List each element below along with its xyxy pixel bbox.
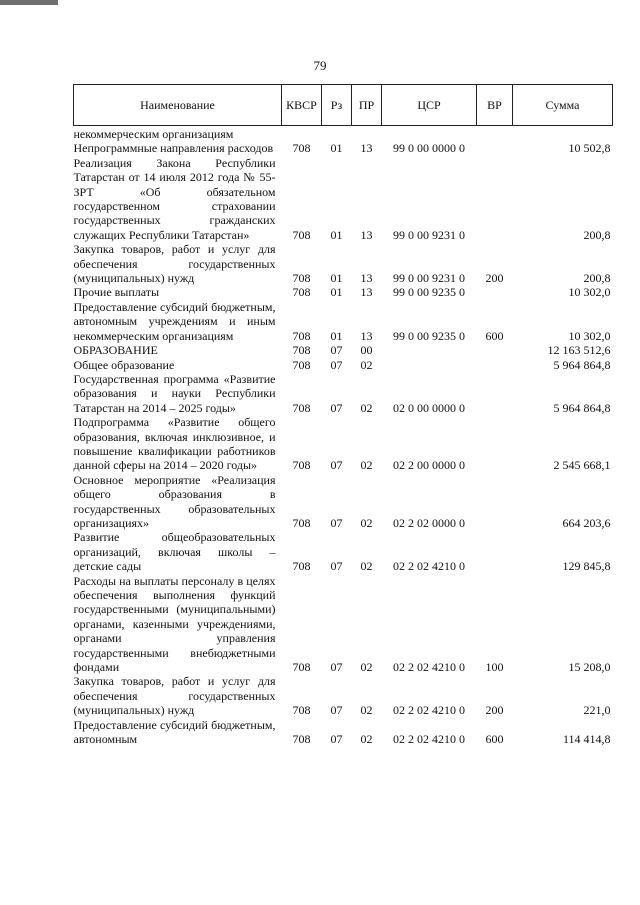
table-row bbox=[74, 156, 613, 242]
cell-kvsr: 708 bbox=[292, 458, 311, 473]
header-pr: ПР bbox=[352, 85, 382, 126]
cell-kvsr: 708 bbox=[292, 660, 311, 675]
table-row bbox=[74, 300, 613, 343]
cell-vr: 200 bbox=[485, 703, 504, 718]
cell-sum: 2 545 668,1 bbox=[553, 458, 611, 473]
cell-csr: 02 2 00 0000 0 bbox=[393, 458, 465, 473]
cell-rz: 07 bbox=[330, 458, 343, 473]
cell-pr: 02 bbox=[360, 703, 373, 718]
header-name: Наименование bbox=[74, 85, 282, 126]
cell-name: Государственная программа «Развитие образования и науки Республики Татарстан на 2014 – 2025 годы» bbox=[73, 371, 276, 415]
cell-vr bbox=[477, 358, 513, 372]
cell-kvsr: 708 bbox=[292, 285, 311, 300]
cell-pr: 02 bbox=[360, 357, 373, 372]
table-row bbox=[74, 530, 613, 573]
cell-name: Закупка товаров, работ и услуг для обеспечения государственных (муниципальных) нужд bbox=[73, 674, 276, 718]
cell-kvsr: 708 bbox=[292, 141, 311, 156]
cell-pr: 13 bbox=[360, 227, 373, 242]
cell-pr: 02 bbox=[360, 732, 373, 747]
cell-csr bbox=[382, 343, 477, 357]
cell-sum: 221,0 bbox=[583, 703, 611, 718]
header-sum: Сумма bbox=[513, 85, 613, 126]
cell-pr: 02 bbox=[360, 660, 373, 675]
cell-kvsr: 708 bbox=[292, 357, 311, 372]
cell-rz: 01 bbox=[330, 227, 343, 242]
cell-kvsr: 708 bbox=[292, 400, 311, 415]
cell-sum: 12 163 512,6 bbox=[547, 343, 611, 358]
cell-pr: 02 bbox=[360, 458, 373, 473]
cell-pr: 13 bbox=[360, 328, 373, 343]
cell-sum: 129 845,8 bbox=[562, 559, 611, 574]
cell-rz bbox=[322, 126, 352, 142]
table-row bbox=[74, 358, 613, 372]
table-row bbox=[74, 126, 613, 142]
cell-csr bbox=[382, 358, 477, 372]
table-row bbox=[74, 285, 613, 299]
cell-sum: 5 964 864,8 bbox=[553, 400, 611, 415]
header-vr: ВР bbox=[477, 85, 513, 126]
cell-sum: 664 203,6 bbox=[562, 515, 611, 530]
cell-kvsr: 708 bbox=[292, 227, 311, 242]
cell-vr bbox=[477, 372, 513, 415]
cell-name: Подпрограмма «Развитие общего образования, включая инклюзивное, и повышение квалификации работников данной сферы на 2014 – 2020 годы» bbox=[73, 415, 276, 473]
cell-csr: 02 2 02 4210 0 bbox=[393, 559, 465, 574]
cell-pr: 13 bbox=[360, 141, 373, 156]
cell-csr: 99 0 00 9235 0 bbox=[393, 285, 465, 300]
cell-sum: 200,8 bbox=[583, 227, 611, 242]
table-row bbox=[74, 718, 613, 747]
cell-rz: 07 bbox=[330, 660, 343, 675]
cell-rz: 07 bbox=[330, 357, 343, 372]
cell-rz: 01 bbox=[330, 271, 343, 286]
table-row bbox=[74, 242, 613, 285]
cell-rz: 01 bbox=[330, 141, 343, 156]
cell-csr bbox=[382, 126, 477, 142]
table-row bbox=[74, 141, 613, 155]
cell-vr: 600 bbox=[485, 328, 504, 343]
header-csr: ЦСР bbox=[382, 85, 477, 126]
table-row bbox=[74, 372, 613, 415]
table-row bbox=[74, 473, 613, 531]
cell-sum: 114 414,8 bbox=[562, 732, 611, 747]
cell-name: Предоставление субсидий бюджетным, автономным bbox=[73, 717, 276, 747]
cell-name: Общее образование bbox=[73, 357, 175, 372]
cell-csr: 02 0 00 0000 0 bbox=[393, 400, 465, 415]
cell-vr bbox=[477, 156, 513, 242]
cell-sum: 200,8 bbox=[583, 271, 611, 286]
cell-kvsr: 708 bbox=[292, 703, 311, 718]
cell-csr: 02 2 02 4210 0 bbox=[393, 732, 465, 747]
cell-name: Расходы на выплаты персоналу в целях обеспечения выполнения функций государственными (муниципальными) органами, казенными учреждениями, органами управления государственными внебюджетными фондами bbox=[73, 573, 276, 675]
cell-pr: 02 bbox=[360, 559, 373, 574]
cell-pr: 13 bbox=[360, 285, 373, 300]
page-number: 79 bbox=[313, 58, 327, 73]
cell-sum: 10 302,0 bbox=[568, 285, 611, 300]
header-kvsr: КВСР bbox=[282, 85, 322, 126]
cell-vr: 200 bbox=[485, 271, 504, 286]
cell-kvsr: 708 bbox=[292, 515, 311, 530]
cell-rz: 07 bbox=[330, 400, 343, 415]
cell-name: Непрограммные направления расходов bbox=[73, 141, 274, 156]
cell-rz: 07 bbox=[330, 703, 343, 718]
table-row bbox=[74, 674, 613, 717]
cell-rz: 07 bbox=[330, 732, 343, 747]
cell-pr bbox=[352, 126, 382, 142]
cell-name: Прочие выплаты bbox=[73, 285, 160, 300]
cell-name: некоммерческим организациям bbox=[73, 127, 234, 141]
cell-kvsr: 708 bbox=[292, 343, 311, 358]
cell-vr bbox=[477, 285, 513, 299]
table-row bbox=[74, 343, 613, 357]
cell-name: Реализация Закона Республики Татарстан от 14 июля 2012 года № 55-ЗРТ «Об обязательном государственном страховании государственных гражданских служащих Республики Татарстан» bbox=[73, 155, 276, 242]
cell-vr bbox=[477, 343, 513, 357]
cell-csr: 02 2 02 0000 0 bbox=[393, 515, 465, 530]
cell-name: Развитие общеобразовательных организаций, включая школы – детские сады bbox=[73, 530, 276, 574]
cell-vr: 100 bbox=[485, 660, 504, 675]
cell-vr bbox=[477, 473, 513, 531]
cell-pr: 13 bbox=[360, 271, 373, 286]
table-row bbox=[74, 415, 613, 473]
cell-rz: 07 bbox=[330, 559, 343, 574]
cell-kvsr: 708 bbox=[292, 271, 311, 286]
cell-kvsr: 708 bbox=[292, 732, 311, 747]
cell-sum bbox=[513, 126, 613, 142]
cell-csr: 99 0 00 9231 0 bbox=[393, 227, 465, 242]
cell-vr: 600 bbox=[485, 732, 504, 747]
cell-sum: 10 502,8 bbox=[568, 141, 611, 156]
cell-csr: 02 2 02 4210 0 bbox=[393, 703, 465, 718]
header-rz: Рз bbox=[322, 85, 352, 126]
table-row bbox=[74, 574, 613, 675]
cell-rz: 07 bbox=[330, 515, 343, 530]
cell-pr: 00 bbox=[360, 343, 373, 358]
cell-sum: 10 302,0 bbox=[568, 328, 611, 343]
cell-pr: 02 bbox=[360, 515, 373, 530]
table-header-row bbox=[74, 85, 613, 126]
table-body bbox=[74, 126, 613, 747]
cell-sum: 5 964 864,8 bbox=[553, 357, 611, 372]
cell-pr: 02 bbox=[360, 400, 373, 415]
cell-csr: 99 0 00 9231 0 bbox=[393, 271, 465, 286]
cell-csr: 02 2 02 4210 0 bbox=[393, 660, 465, 675]
cell-name: Закупка товаров, работ и услуг для обеспечения государственных (муниципальных) нужд bbox=[73, 242, 276, 286]
cell-vr bbox=[477, 126, 513, 142]
cell-csr: 99 0 00 0000 0 bbox=[393, 141, 465, 156]
cell-csr: 99 0 00 9235 0 bbox=[393, 328, 465, 343]
cell-kvsr: 708 bbox=[292, 559, 311, 574]
cell-rz: 07 bbox=[330, 343, 343, 358]
cell-kvsr: 708 bbox=[292, 328, 311, 343]
cell-name: Основное мероприятие «Реализация общего образования в государственных образовательных организациях» bbox=[73, 472, 276, 530]
cell-vr bbox=[477, 415, 513, 473]
budget-table bbox=[73, 84, 613, 746]
cell-vr bbox=[477, 141, 513, 155]
cell-kvsr bbox=[282, 126, 322, 142]
cell-name: ОБРАЗОВАНИЕ bbox=[73, 343, 158, 358]
scan-edge-mark bbox=[0, 0, 58, 5]
cell-rz: 01 bbox=[330, 285, 343, 300]
cell-sum: 15 208,0 bbox=[568, 660, 611, 675]
cell-name: Предоставление субсидий бюджетным, автономным учреждениям и иным некоммерческим организациям bbox=[73, 299, 276, 343]
cell-rz: 01 bbox=[330, 328, 343, 343]
cell-vr bbox=[477, 530, 513, 573]
